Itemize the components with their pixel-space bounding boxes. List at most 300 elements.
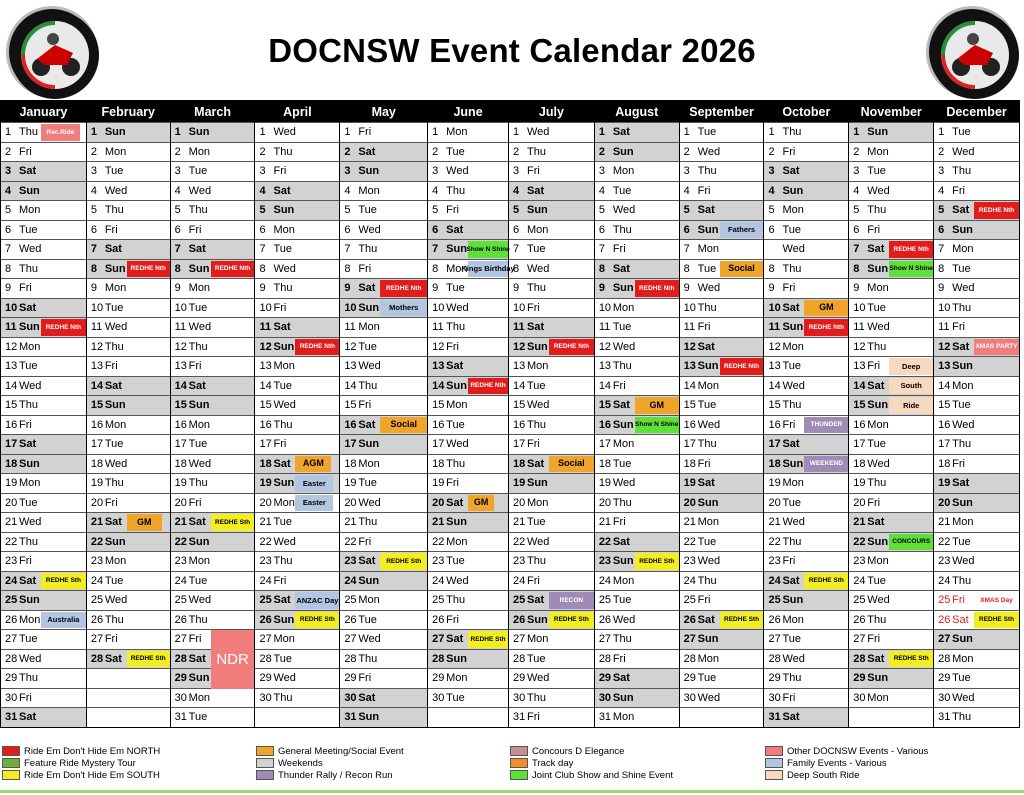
day-of-week: Wed	[104, 457, 128, 470]
day-cell	[509, 590, 594, 610]
day-of-week: Sun	[19, 184, 40, 197]
day-of-week: Wed	[188, 321, 212, 334]
day-of-week: Mon	[612, 574, 635, 587]
day-number: 27	[432, 633, 445, 646]
day-of-week: Fri	[188, 360, 202, 373]
day-cell	[849, 376, 933, 396]
day-number: 27	[683, 633, 696, 646]
day-of-week: Tue	[952, 126, 971, 139]
day-number: 16	[598, 418, 612, 431]
day-number: 21	[5, 516, 18, 529]
day-cell	[849, 454, 933, 474]
day-cell	[1, 200, 86, 220]
event-chip: Ride	[889, 397, 933, 414]
day-number: 24	[90, 574, 104, 587]
event-chip: REDHE Sth	[635, 553, 679, 570]
day-number: 22	[432, 535, 445, 548]
day-of-week: Sat	[104, 652, 122, 665]
day-number: 20	[768, 496, 781, 509]
day-of-week: Sun	[188, 262, 210, 275]
day-of-week: Sun	[867, 399, 889, 412]
day-cell	[595, 122, 679, 142]
event-chip: REDHE Nth	[974, 202, 1019, 219]
day-cell	[1, 122, 86, 142]
legend-swatch	[256, 746, 274, 756]
legend-item	[765, 757, 887, 769]
day-number: 14	[938, 379, 951, 392]
day-cell	[340, 434, 427, 454]
day-number: 23	[344, 555, 357, 568]
event-chip: GM	[804, 300, 848, 317]
day-cell	[509, 493, 594, 513]
day-cell	[509, 181, 594, 201]
day-of-week: Sat	[612, 672, 630, 685]
day-of-week: Thu	[526, 691, 546, 704]
day-cell	[509, 551, 594, 571]
day-number: 20	[259, 496, 272, 509]
day-number: 2	[5, 145, 12, 158]
legend-label: Ride Em Don't Hide Em SOUTH	[24, 769, 160, 781]
day-number: 28	[768, 652, 781, 665]
day-cell	[934, 415, 1019, 435]
day-of-week: Sat	[273, 321, 291, 334]
event-chip: REDHE Nth	[211, 261, 255, 278]
day-cell	[764, 532, 848, 552]
day-number: 24	[853, 574, 866, 587]
day-number: 3	[683, 165, 690, 178]
day-of-week: Mon	[697, 516, 720, 529]
event-chip: REDHE Nth	[468, 378, 508, 395]
day-cell	[171, 688, 255, 708]
day-of-week: Tue	[952, 262, 971, 275]
day-cell	[340, 668, 427, 688]
day-number: 27	[344, 633, 357, 646]
month-header: October	[764, 101, 848, 122]
day-cell	[1, 532, 86, 552]
event-chip: GM	[635, 397, 679, 414]
event-chip: REDHE Nth	[41, 319, 86, 336]
day-cell	[849, 415, 933, 435]
day-number: 22	[5, 535, 18, 548]
day-cell	[595, 454, 679, 474]
day-cell	[680, 356, 764, 376]
day-number: 17	[683, 438, 696, 451]
month-column-april	[255, 101, 340, 727]
day-number: 22	[938, 535, 951, 548]
day-number: 26	[344, 613, 357, 626]
day-of-week: Sun	[952, 223, 973, 236]
day-of-week: Tue	[188, 711, 208, 724]
day-number: 10	[259, 301, 272, 314]
day-of-week: Sat	[188, 379, 206, 392]
day-of-week: Fri	[782, 418, 796, 431]
day-of-week: Wed	[782, 516, 805, 529]
day-cell	[595, 239, 679, 259]
day-of-week: Mon	[612, 165, 635, 178]
day-cell	[428, 317, 508, 337]
day-number: 19	[683, 477, 696, 490]
day-number: 8	[90, 262, 97, 275]
day-number: 1	[683, 126, 690, 139]
day-of-week: Wed	[612, 340, 636, 353]
day-cell	[428, 259, 515, 279]
day-number: 25	[259, 594, 272, 607]
day-cell	[428, 473, 508, 493]
day-cell	[87, 220, 170, 240]
day-number: 20	[598, 496, 612, 509]
day-cell	[509, 415, 594, 435]
day-number: 29	[5, 672, 18, 685]
day-cell	[171, 551, 255, 571]
day-number: 15	[259, 399, 272, 412]
day-cell	[171, 142, 255, 162]
day-cell	[255, 415, 339, 435]
day-number: 21	[512, 516, 526, 529]
day-number: 13	[174, 360, 187, 373]
day-of-week: Wed	[446, 574, 469, 587]
day-cell	[255, 395, 339, 415]
day-cell	[1, 415, 86, 435]
day-of-week: Mon	[526, 360, 549, 373]
day-of-week: Sun	[188, 399, 210, 412]
day-number: 21	[768, 516, 781, 529]
day-of-week: Fri	[697, 184, 711, 197]
day-cell	[849, 473, 933, 493]
event-chip: Kings Birthday	[468, 261, 508, 278]
day-cell	[1, 454, 86, 474]
day-number: 5	[768, 204, 775, 217]
day-number: 11	[5, 321, 17, 334]
day-of-week: Mon	[782, 340, 804, 353]
day-number: 3	[938, 165, 945, 178]
month-header: January	[1, 101, 86, 122]
day-cell	[1, 551, 86, 571]
day-of-week: Wed	[867, 184, 890, 197]
day-number: 13	[938, 360, 951, 373]
day-of-week: Tue	[19, 496, 38, 509]
day-of-week: Sun	[188, 535, 210, 548]
day-cell	[1, 434, 86, 454]
day-number: 23	[90, 555, 104, 568]
day-of-week: Fri	[188, 496, 202, 509]
day-of-week: Wed	[697, 418, 721, 431]
day-number: 20	[174, 496, 187, 509]
day-of-week: Sat	[697, 613, 715, 626]
event-chip: ANZAC Day	[295, 592, 339, 609]
day-number: 30	[344, 691, 357, 704]
day-cell	[1, 629, 86, 649]
day-number: 20	[5, 496, 18, 509]
day-cell	[255, 337, 339, 357]
day-of-week: Tue	[782, 223, 802, 236]
day-of-week: Thu	[446, 594, 466, 607]
day-of-week: Fri	[104, 633, 118, 646]
event-chip: REDHE Nth	[889, 241, 933, 258]
day-of-week: Mon	[526, 633, 549, 646]
day-cell	[849, 278, 933, 298]
day-number: 5	[683, 204, 690, 217]
day-of-week: Fri	[612, 379, 626, 392]
day-of-week: Fri	[446, 613, 459, 626]
day-number: 25	[432, 594, 445, 607]
legend-label: Concours D Elegance	[532, 745, 625, 757]
day-number: 13	[768, 360, 781, 373]
day-number: 31	[5, 711, 18, 724]
day-number: 1	[512, 126, 520, 139]
day-number: 17	[768, 438, 781, 451]
day-of-week: Sat	[358, 555, 376, 568]
day-number: 29	[938, 672, 951, 685]
day-of-week: Sat	[188, 516, 206, 529]
day-of-week: Mon	[104, 555, 127, 568]
day-cell	[1, 473, 86, 493]
day-of-week: Thu	[867, 477, 887, 490]
day-of-week: Wed	[526, 126, 550, 139]
day-of-week: Mon	[273, 360, 295, 373]
day-number: 19	[512, 477, 526, 490]
day-of-week: Mon	[952, 652, 974, 665]
day-of-week: Sun	[952, 360, 973, 373]
day-number: 12	[598, 340, 612, 353]
day-cell	[255, 239, 339, 259]
day-of-week: Mon	[273, 223, 295, 236]
day-of-week: Wed	[273, 535, 296, 548]
day-number: 4	[174, 184, 181, 197]
day-cell	[509, 239, 594, 259]
day-of-week: Wed	[526, 672, 550, 685]
day-of-week: Mon	[867, 555, 889, 568]
day-number: 16	[938, 418, 951, 431]
day-number: 28	[683, 652, 696, 665]
day-cell	[680, 395, 764, 415]
day-number: 14	[5, 379, 18, 392]
day-of-week: Thu	[273, 282, 293, 295]
day-number: 12	[938, 340, 951, 353]
day-cell	[87, 259, 170, 279]
day-cell	[764, 142, 848, 162]
day-number: 2	[344, 145, 351, 158]
day-cell	[595, 590, 679, 610]
day-of-week: Tue	[612, 184, 632, 197]
day-number: 3	[174, 165, 181, 178]
day-cell	[764, 122, 848, 142]
day-number: 6	[174, 223, 181, 236]
day-of-week: Wed	[952, 418, 975, 431]
day-of-week: Thu	[867, 204, 887, 217]
day-cell	[934, 376, 1019, 396]
day-cell	[255, 220, 339, 240]
day-of-week: Mon	[782, 204, 804, 217]
event-chip: Show N Shine	[889, 261, 933, 278]
day-number: 25	[5, 594, 18, 607]
day-number: 8	[683, 262, 690, 275]
day-number: 28	[174, 652, 187, 665]
day-cell	[849, 434, 933, 454]
day-cell	[680, 532, 764, 552]
day-cell	[595, 551, 679, 571]
day-of-week: Mon	[612, 301, 635, 314]
day-cell	[849, 298, 933, 318]
day-of-week: Sun	[273, 340, 295, 353]
month-column-september	[680, 101, 765, 727]
day-number: 16	[5, 418, 18, 431]
day-number: 31	[512, 711, 526, 724]
day-of-week: Mon	[188, 555, 211, 568]
day-cell	[255, 493, 339, 513]
day-cell	[509, 454, 594, 474]
day-cell	[428, 298, 508, 318]
event-chip: Fathers	[720, 222, 764, 239]
day-cell	[595, 395, 679, 415]
day-of-week: Wed	[612, 204, 636, 217]
day-cell	[680, 473, 764, 493]
day-of-week: Mon	[612, 711, 635, 724]
day-number: 26	[938, 613, 951, 626]
day-of-week: Sun	[612, 418, 634, 431]
day-cell	[849, 629, 933, 649]
day-of-week: Mon	[697, 379, 720, 392]
day-number: 12	[768, 340, 781, 353]
day-cell	[340, 395, 427, 415]
day-number: 13	[683, 360, 696, 373]
legend-label: Other DOCNSW Events - Various	[787, 745, 929, 757]
day-number: 7	[512, 243, 520, 256]
day-number: 11	[90, 321, 103, 334]
day-number: 7	[5, 243, 12, 256]
day-cell	[849, 142, 933, 162]
day-number: 14	[174, 379, 187, 392]
day-of-week: Sat	[19, 301, 37, 314]
month-column-june	[428, 101, 515, 727]
day-cell	[680, 122, 764, 142]
day-number: 5	[853, 204, 860, 217]
day-of-week: Tue	[612, 594, 632, 607]
day-of-week: Wed	[19, 379, 42, 392]
day-number: 13	[853, 360, 866, 373]
day-cell	[509, 649, 594, 669]
day-number: 9	[344, 282, 351, 295]
day-cell	[87, 337, 170, 357]
day-cell	[255, 259, 339, 279]
day-number: 29	[683, 672, 696, 685]
day-cell	[934, 298, 1019, 318]
day-cell	[171, 239, 255, 259]
day-cell	[595, 181, 679, 201]
event-chip: REDHE Sth	[295, 612, 339, 629]
day-cell	[428, 142, 508, 162]
day-of-week: Sun	[273, 477, 295, 490]
day-cell	[849, 259, 933, 279]
day-of-week: Mon	[273, 633, 295, 646]
day-of-week: Fri	[697, 457, 711, 470]
day-of-week: Sun	[526, 477, 548, 490]
day-cell	[87, 649, 170, 669]
day-of-week: Wed	[952, 555, 975, 568]
day-of-week: Mon	[867, 282, 889, 295]
day-cell	[595, 707, 679, 727]
day-cell	[509, 278, 594, 298]
day-of-week: Mon	[952, 516, 974, 529]
day-cell	[595, 668, 679, 688]
day-cell	[171, 298, 255, 318]
day-number: 16	[344, 418, 357, 431]
day-cell	[764, 571, 848, 591]
day-cell	[340, 590, 427, 610]
day-cell	[934, 220, 1019, 240]
day-number: 6	[853, 223, 860, 236]
month-column-february	[87, 101, 171, 727]
day-of-week: Tue	[952, 399, 971, 412]
legend-label: General Meeting/Social Event	[278, 745, 404, 757]
day-cell	[934, 512, 1019, 532]
day-number: 22	[598, 535, 612, 548]
day-cell	[764, 161, 848, 181]
event-chip: REDHE Nth	[635, 280, 679, 297]
day-number: 9	[598, 282, 605, 295]
day-of-week: Wed	[526, 399, 550, 412]
day-cell	[87, 181, 170, 201]
day-cell	[428, 395, 508, 415]
day-number: 24	[259, 574, 272, 587]
day-cell	[340, 337, 427, 357]
day-cell	[428, 337, 508, 357]
event-chip: RECON	[549, 592, 594, 609]
day-of-week: Mon	[104, 282, 127, 295]
day-of-week: Fri	[19, 418, 32, 431]
event-chip: Social	[549, 456, 594, 473]
day-number: 18	[938, 457, 951, 470]
day-of-week: Wed	[782, 379, 805, 392]
event-chip: Social	[720, 261, 764, 278]
event-chip: REDHE Sth	[974, 612, 1019, 629]
day-of-week: Sat	[952, 477, 970, 490]
day-of-week: Tue	[446, 145, 465, 158]
day-number: 12	[5, 340, 18, 353]
day-cell	[595, 376, 679, 396]
legend-label: Joint Club Show and Shine Event	[532, 769, 674, 781]
month-header: April	[255, 101, 339, 122]
legend	[0, 745, 1024, 785]
day-cell	[87, 590, 170, 610]
day-cell	[340, 356, 427, 376]
event-chip: Mothers	[380, 300, 427, 317]
day-number: 21	[174, 516, 187, 529]
day-number: 22	[90, 535, 104, 548]
day-of-week: Sun	[782, 594, 804, 607]
day-of-week: Fri	[446, 477, 459, 490]
legend-swatch	[2, 770, 20, 780]
day-of-week: Sat	[273, 184, 291, 197]
day-number: 23	[259, 555, 272, 568]
day-number: 5	[938, 204, 945, 217]
day-cell	[87, 532, 170, 552]
day-number: 24	[768, 574, 781, 587]
day-cell	[849, 356, 933, 376]
day-of-week: Wed	[273, 399, 296, 412]
day-cell	[934, 395, 1019, 415]
day-cell	[340, 454, 427, 474]
day-of-week: Sun	[612, 145, 634, 158]
day-cell	[764, 181, 848, 201]
day-cell	[934, 688, 1019, 708]
day-of-week: Mon	[782, 477, 804, 490]
day-cell	[595, 493, 679, 513]
day-cell	[171, 532, 255, 552]
day-of-week: Thu	[446, 321, 466, 334]
day-cell	[680, 220, 764, 240]
day-of-week: Tue	[358, 340, 377, 353]
day-number: 6	[344, 223, 351, 236]
